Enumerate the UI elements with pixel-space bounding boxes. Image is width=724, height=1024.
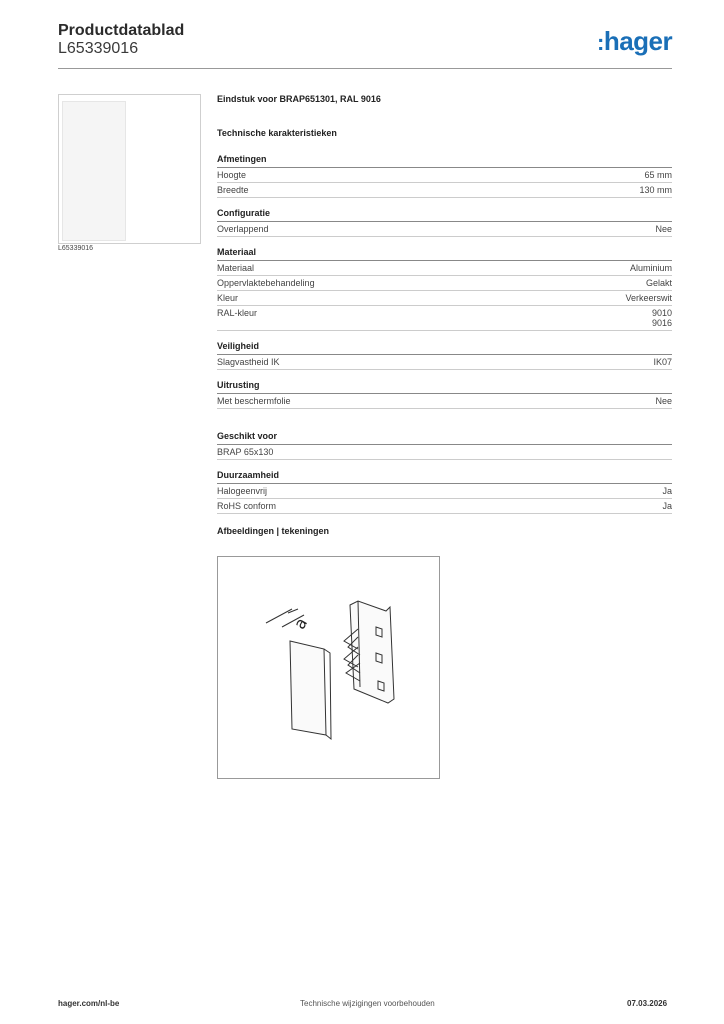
group-suitable-for xyxy=(217,431,672,460)
group-material xyxy=(217,247,672,331)
spec-label: Materiaal xyxy=(217,263,255,273)
spec-value: 130 mm xyxy=(639,185,672,195)
group-title: Geschikt voor xyxy=(217,431,672,445)
spec-label: RAL-kleur xyxy=(217,308,258,318)
spec-value: Aluminium xyxy=(629,263,672,273)
brand-name: hager xyxy=(603,26,673,56)
spec-row xyxy=(217,445,672,460)
spec-row xyxy=(217,306,672,331)
spec-value: 9010 xyxy=(651,308,672,318)
end-cap-front-panel xyxy=(290,641,326,735)
spec-value: Verkeerswit xyxy=(625,293,672,303)
spec-row xyxy=(217,355,672,370)
spec-row xyxy=(217,168,672,183)
spec-content xyxy=(217,94,672,536)
group-title: Configuratie xyxy=(217,208,672,222)
spec-value: 9016 xyxy=(651,318,672,328)
group-title: Duurzaamheid xyxy=(217,470,672,484)
product-title: Eindstuk voor BRAP651301, RAL 9016 xyxy=(217,94,381,104)
spec-row xyxy=(217,222,672,237)
footer-date: 07.03.2026 xyxy=(627,999,668,1008)
footer-notice: Technische wijzigingen voorbehouden xyxy=(300,999,435,1008)
spec-value-multi xyxy=(652,308,672,328)
spec-value: IK07 xyxy=(653,357,672,367)
group-safety xyxy=(217,341,672,370)
technical-drawing[interactable] xyxy=(217,556,440,779)
group-configuration xyxy=(217,208,672,237)
spec-value: Nee xyxy=(655,396,672,406)
group-sustainability xyxy=(217,470,672,514)
brand-logo[interactable] xyxy=(597,26,672,57)
spec-label: Halogeenvrij xyxy=(217,486,268,496)
spec-label: Oppervlaktebehandeling xyxy=(217,278,315,288)
spec-row xyxy=(217,291,672,306)
spec-row xyxy=(217,394,672,409)
spec-row xyxy=(217,276,672,291)
end-cap-rear-part xyxy=(350,601,394,703)
spec-label: Hoogte xyxy=(217,170,247,180)
group-dimensions xyxy=(217,154,672,198)
spec-label: Overlappend xyxy=(217,224,269,234)
dimension-label: a xyxy=(289,614,312,633)
spec-row xyxy=(217,183,672,198)
group-title: Uitrusting xyxy=(217,380,672,394)
page-title: Productdatablad xyxy=(58,22,185,39)
spec-value: Ja xyxy=(662,501,672,511)
group-equipment xyxy=(217,380,672,409)
dimension-line xyxy=(288,609,298,613)
spec-label: BRAP 65x130 xyxy=(217,447,274,457)
spec-row xyxy=(217,261,672,276)
header-divider xyxy=(58,68,672,69)
spec-label: Breedte xyxy=(217,185,249,195)
product-thumbnail[interactable] xyxy=(58,94,201,244)
group-title: Afmetingen xyxy=(217,154,672,168)
spec-label: RoHS conform xyxy=(217,501,277,511)
spec-value: Nee xyxy=(655,224,672,234)
footer-url[interactable]: hager.com/nl-be xyxy=(58,999,120,1008)
spec-value: Gelakt xyxy=(645,278,672,288)
spec-row xyxy=(217,499,672,514)
end-cap-drawing xyxy=(218,557,439,778)
spec-label: Slagvastheid IK xyxy=(217,357,280,367)
figures-heading: Afbeeldingen | tekeningen xyxy=(217,526,330,536)
spec-value: 65 mm xyxy=(644,170,672,180)
product-code: L65339016 xyxy=(58,40,139,57)
spec-value: Ja xyxy=(662,486,672,496)
thumbnail-caption: L65339016 xyxy=(58,245,94,252)
logo-colon-mark: : xyxy=(597,30,604,55)
spec-label: Met beschermfolie xyxy=(217,396,291,406)
group-title: Veiligheid xyxy=(217,341,672,355)
tech-heading: Technische karakteristieken xyxy=(217,128,337,138)
thumbnail-panel-shape xyxy=(62,101,126,241)
spec-row xyxy=(217,484,672,499)
group-title: Materiaal xyxy=(217,247,672,261)
dimension-line xyxy=(266,609,292,623)
spec-label: Kleur xyxy=(217,293,239,303)
